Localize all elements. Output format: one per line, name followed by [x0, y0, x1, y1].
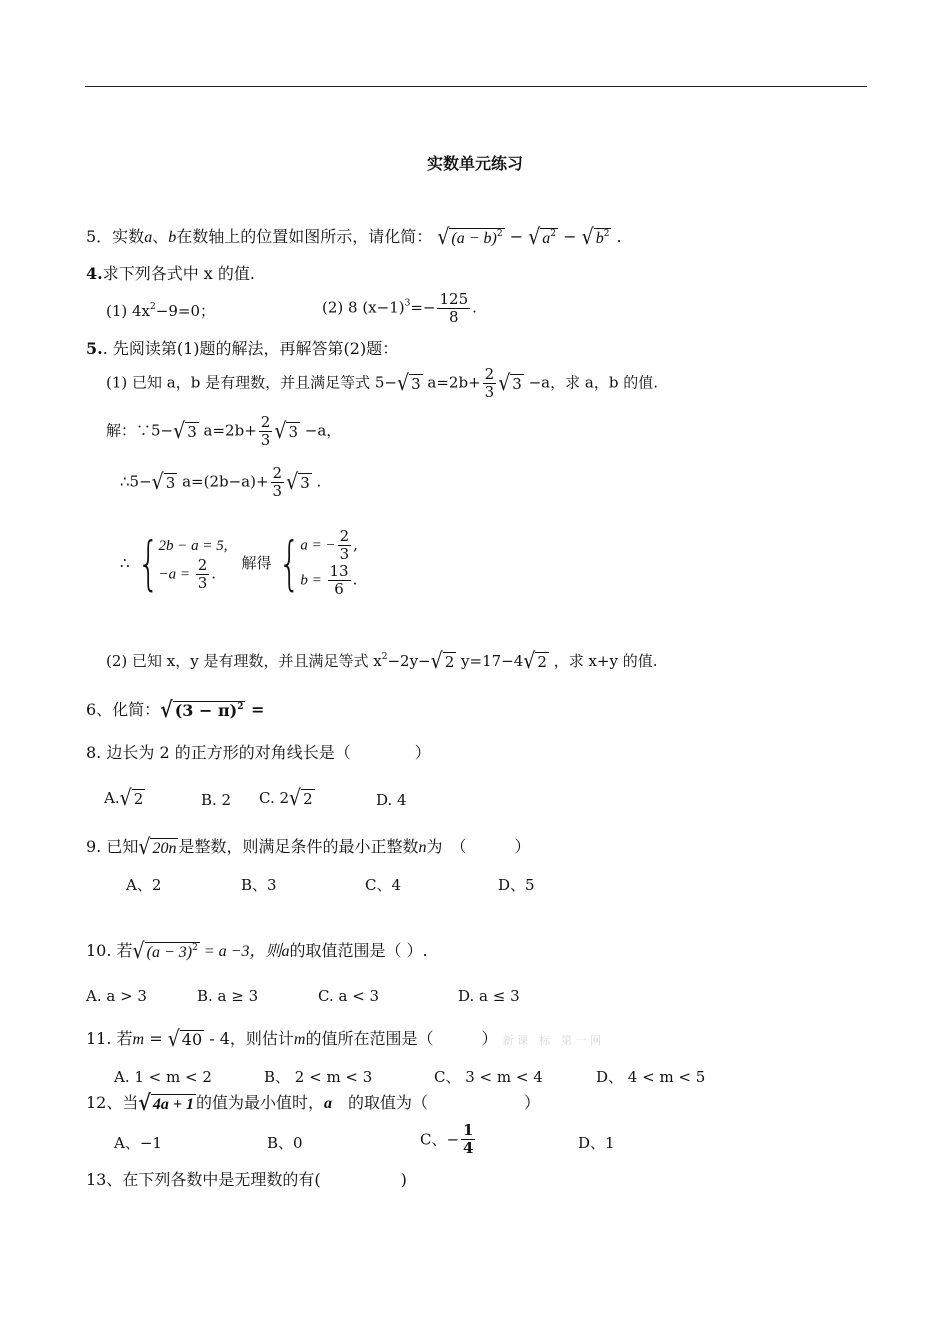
q9-option-a: A、2 — [126, 876, 162, 894]
question-6: 6、化简：√ $(3 - \pi)^2$ = — [86, 697, 265, 723]
question-8: 8. 边长为 2 的正方形的对角线长是（ ） — [86, 743, 431, 762]
q5-part-1-statement: (1) 已知 a，b 是有理数，并且满足等式 5−√ 3 a=2b+ $\frac{2}{3}$ √ 3 −a，求 a，b 的值. — [106, 365, 658, 401]
header-rule — [85, 86, 867, 87]
q10-option-c: C. a < 3 — [318, 987, 380, 1005]
q8-option-b: B. 2 — [201, 791, 232, 809]
page-title: 实数单元练习 — [426, 154, 523, 173]
q9-option-c: C、4 — [365, 876, 402, 894]
q10-option-d: D. a ≤ 3 — [458, 987, 520, 1005]
q5-part-2-statement: (2) 已知 x，y 是有理数，并且满足等式 $x^2-2y-√$ 2 y=17−4√ 2 ，求 x+y 的值. — [106, 648, 658, 674]
question-12: 12、当√ 4a + 1 的值为最小值时，a 的取值为（ ） — [86, 1089, 541, 1116]
q8-option-d: D. 4 — [376, 791, 407, 809]
q8-option-c: C. 2√ 2 — [259, 785, 313, 811]
q9-option-d: D、5 — [498, 876, 535, 894]
q11-option-a: A. 1 < m < 2 — [114, 1068, 212, 1086]
question-10: 10. 若√ $(a - 3)^2 = a -3$，则a的取值范围是（ ）. — [86, 937, 428, 964]
q10-option-b: B. a ≥ 3 — [197, 987, 259, 1005]
q5-solution-step-2: ∴5−√ 3 a=(2b−a)+ $\frac{2}{3}$ √ 3 . — [120, 464, 322, 500]
q11-option-d: D、 4 < m < 5 — [596, 1068, 706, 1086]
q8-option-a: A.√ 2 — [104, 785, 144, 811]
question-4-part-2: (2) 8 $(x-1)^3=-$ $\frac{125}{8}$ . — [322, 290, 477, 326]
q10-option-a: A. a > 3 — [86, 987, 147, 1005]
q9-option-b: B、3 — [241, 876, 277, 894]
question-5-reading: 5.. 先阅读第(1)题的解法，再解答第(2)题： — [86, 339, 399, 358]
question-9: 9. 已知√ 20n 是整数，则满足条件的最小正整数n为 （ ） — [86, 833, 531, 860]
q12-option-d: D、1 — [578, 1134, 615, 1152]
q12-option-a: A、−1 — [114, 1134, 162, 1152]
q11-option-b: B、 2 < m < 3 — [264, 1068, 373, 1086]
q11-option-c: C、 3 < m < 4 — [434, 1068, 543, 1086]
question-13: 13、在下列各数中是无理数的有( ) — [86, 1170, 407, 1189]
question-11: 11. 若m = √ 40 - 4，则估计m的值所在范围是（ ） 新 课 标 第 一 网 — [86, 1026, 602, 1052]
question-4: 4.求下列各式中 x 的值. — [86, 264, 255, 283]
q12-option-c: C、− $\frac{1}{4}$ — [420, 1121, 474, 1157]
question-4-part-1: (1) $4x^2-9=0$； — [106, 302, 215, 320]
question-5-simplify: 5．实数a、b在数轴上的位置如图所示，请化简： √ $(a - b)^2$ − √ $a^2$ − √ $b^2$ . — [86, 223, 622, 250]
q5-solution-step-1: 解：∵5−√ 3 a=2b+ $\frac{2}{3}$ √ 3 −a， — [106, 413, 342, 449]
q12-option-b: B、0 — [267, 1134, 303, 1152]
watermark-text: 新 课 标 第 一 网 — [502, 1034, 602, 1047]
q5-equation-system: ∴ { 2b − a = 5, −a = $\frac{2}{3}$ . 解得 { a = − $\frac{2}{3}$ , b = $\frac{13}{6}$ . — [120, 527, 358, 598]
